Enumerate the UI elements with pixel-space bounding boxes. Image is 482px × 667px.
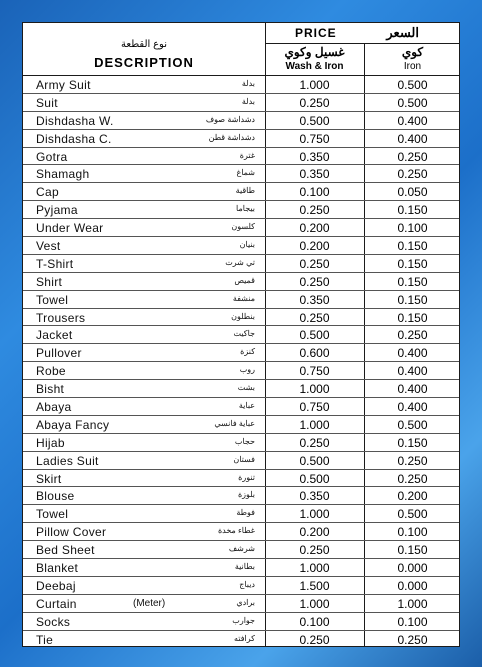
table-row: [23, 201, 459, 219]
wash-iron-price: 0.350: [299, 149, 330, 164]
wash-iron-price: 0.500: [299, 471, 330, 486]
item-name-ar: بشت: [237, 383, 255, 393]
table-row: [23, 487, 459, 505]
item-name: Under Wear: [36, 221, 104, 236]
table-row: [23, 595, 459, 613]
wash-iron-price: 0.200: [299, 525, 330, 540]
item-name-ar: دشداشة قطن: [208, 132, 255, 142]
item-name-ar: تي شرت: [225, 257, 255, 267]
table-row: [23, 112, 459, 130]
item-name: Bisht: [36, 382, 65, 397]
item-name-ar: عباية فانسي: [214, 418, 255, 428]
wash-iron-price: 0.350: [299, 489, 330, 504]
price-label-en: PRICE: [295, 26, 337, 40]
price-label-ar: السعر: [386, 25, 419, 40]
item-name: Curtain: [36, 596, 77, 611]
wash-iron-price: 1.000: [299, 507, 330, 522]
item-name: Blanket: [36, 561, 79, 576]
item-name-ar: تنورة: [238, 472, 255, 482]
iron-price: 0.250: [397, 453, 428, 468]
table-row: [23, 541, 459, 559]
table-row: [23, 165, 459, 183]
item-name-ar: بيجاما: [236, 204, 255, 214]
table-row: [23, 452, 459, 470]
item-name-ar: كلسون: [231, 222, 255, 232]
item-name-ar: بنطلون: [231, 311, 255, 321]
item-name: Shamagh: [36, 167, 90, 182]
iron-price: 0.400: [397, 364, 428, 379]
item-name: T-Shirt: [36, 256, 74, 271]
item-name-ar: غترة: [239, 150, 255, 160]
wash-iron-label-en: Wash & Iron: [285, 61, 344, 72]
item-name: Pyjama: [36, 203, 78, 218]
item-name: Shirt: [36, 274, 63, 289]
table-row: [23, 505, 459, 523]
iron-price: 0.000: [397, 561, 428, 576]
table-row: [23, 577, 459, 595]
iron-price: 0.500: [397, 507, 428, 522]
item-name: Gotra: [36, 149, 68, 164]
wash-iron-price: 0.750: [299, 400, 330, 415]
table-row: [23, 148, 459, 166]
wash-iron-price: 0.250: [299, 435, 330, 450]
item-name: Bed Sheet: [36, 543, 95, 558]
table-row: [23, 398, 459, 416]
iron-price: 0.150: [397, 310, 428, 325]
description-label-en: DESCRIPTION: [94, 55, 194, 70]
iron-price: 0.400: [397, 131, 428, 146]
table-row: [23, 470, 459, 488]
item-name: Robe: [36, 364, 66, 379]
table-row: [23, 559, 459, 577]
price-list-sheet: [22, 22, 460, 647]
table-row: [23, 219, 459, 237]
item-name-ar: بلوزة: [237, 490, 255, 500]
header-divider: [265, 43, 459, 44]
table-row: [23, 183, 459, 201]
item-name: Dishdasha W.: [36, 113, 114, 128]
wash-iron-price: 0.350: [299, 167, 330, 182]
table-row: [23, 613, 459, 631]
table-row: [23, 94, 459, 112]
item-name: Hijab: [36, 435, 65, 450]
item-name: Suit: [36, 95, 58, 110]
item-name-ar: كرافته: [234, 633, 255, 643]
table-row: [23, 273, 459, 291]
wash-iron-price: 0.250: [299, 543, 330, 558]
iron-price: 0.400: [397, 113, 428, 128]
table-row: [23, 291, 459, 309]
item-name-ar: جوارب: [232, 615, 255, 625]
item-name-ar: دشداشة صوف: [205, 114, 255, 124]
item-name: Jacket: [36, 328, 73, 343]
iron-price: 0.150: [397, 256, 428, 271]
item-name: Pullover: [36, 346, 82, 361]
price-header: [265, 23, 459, 43]
item-name-ar: عباية: [238, 401, 255, 411]
item-name-ar: بدلة: [241, 79, 255, 88]
table-row: [23, 326, 459, 344]
item-name-ar: فستان: [233, 454, 255, 464]
item-name-ar: شماغ: [236, 168, 255, 178]
item-note: (Meter): [133, 597, 166, 609]
iron-price: 0.250: [397, 328, 428, 343]
item-name: Ladies Suit: [36, 453, 99, 468]
wash-iron-price: 0.750: [299, 131, 330, 146]
item-name-ar: منشفة: [232, 293, 255, 303]
wash-iron-price: 0.250: [299, 310, 330, 325]
iron-price: 0.150: [397, 239, 428, 254]
item-name-ar: ديباج: [239, 579, 255, 589]
iron-price: 0.150: [397, 274, 428, 289]
item-name-ar: بنيان: [239, 240, 255, 250]
iron-price: 1.000: [397, 596, 428, 611]
item-name: Abaya Fancy: [36, 417, 110, 432]
item-name-ar: قميص: [234, 275, 255, 285]
wash-iron-price: 0.500: [299, 113, 330, 128]
iron-price: 0.250: [397, 471, 428, 486]
wash-iron-price: 1.000: [299, 561, 330, 576]
item-name-ar: بطانية: [234, 562, 255, 572]
wash-iron-price: 1.000: [299, 417, 330, 432]
wash-iron-price: 0.250: [299, 274, 330, 289]
item-name-ar: بدلة: [241, 96, 255, 106]
wash-iron-price: 1.000: [299, 382, 330, 397]
iron-price: 0.100: [397, 525, 428, 540]
iron-price: 0.100: [397, 221, 428, 236]
iron-price: 0.250: [397, 149, 428, 164]
table-row: [23, 344, 459, 362]
item-name: Socks: [36, 614, 71, 629]
item-name-ar: غطاء مخدة: [217, 526, 255, 536]
wash-iron-price: 0.250: [299, 632, 330, 647]
iron-price: 0.400: [397, 400, 428, 415]
item-name-ar: حجاب: [234, 436, 255, 446]
item-name-ar: طاقية: [235, 186, 255, 196]
iron-price: 0.150: [397, 543, 428, 558]
iron-price: 0.200: [397, 489, 428, 504]
wash-iron-price: 0.250: [299, 203, 330, 218]
table-row: [23, 380, 459, 398]
iron-price: 0.150: [397, 435, 428, 450]
iron-price: 0.150: [397, 292, 428, 307]
wash-iron-price: 1.000: [299, 596, 330, 611]
table-row: [23, 237, 459, 255]
wash-iron-price: 0.750: [299, 364, 330, 379]
item-name: Blouse: [36, 489, 75, 504]
table-row: [23, 255, 459, 273]
wash-iron-price: 0.100: [299, 614, 330, 629]
item-name: Abaya: [36, 400, 72, 415]
item-name: Deebaj: [36, 578, 76, 593]
item-name: Pillow Cover: [36, 525, 107, 540]
wash-iron-price: 0.250: [299, 256, 330, 271]
iron-price: 0.500: [397, 78, 428, 92]
wash-iron-price: 0.200: [299, 239, 330, 254]
iron-label-ar: كوي: [401, 45, 424, 59]
table-row: [23, 631, 459, 649]
item-name: Tie: [36, 632, 54, 647]
wash-iron-price: 1.000: [299, 78, 330, 92]
iron-price: 0.400: [397, 382, 428, 397]
iron-price: 0.400: [397, 346, 428, 361]
table-row: [23, 362, 459, 380]
item-name: Cap: [36, 185, 59, 200]
wash-iron-price: 0.200: [299, 221, 330, 236]
item-name: Army Suit: [36, 78, 91, 92]
iron-price: 0.050: [397, 185, 428, 200]
item-name: Skirt: [36, 471, 62, 486]
table-row: [23, 76, 459, 94]
item-name: Towel: [36, 507, 69, 522]
item-name: Dishdasha C.: [36, 131, 112, 146]
iron-price: 0.500: [397, 417, 428, 432]
item-name: Vest: [36, 239, 61, 254]
wash-iron-price: 0.350: [299, 292, 330, 307]
iron-price: 0.150: [397, 203, 428, 218]
iron-price: 0.250: [397, 167, 428, 182]
item-name: Trousers: [36, 310, 86, 325]
iron-price: 0.100: [397, 614, 428, 629]
item-name: Towel: [36, 292, 69, 307]
wash-iron-price: 0.250: [299, 95, 330, 110]
table-row: [23, 416, 459, 434]
wash-iron-price: 0.500: [299, 328, 330, 343]
table-row: [23, 309, 459, 327]
wash-iron-price: 0.600: [299, 346, 330, 361]
price-table: [23, 76, 459, 649]
iron-price: 0.000: [397, 578, 428, 593]
description-label-ar: نوع القطعة: [121, 39, 167, 50]
wash-iron-price: 0.500: [299, 453, 330, 468]
item-name-ar: كنزة: [240, 347, 255, 357]
iron-label-en: Iron: [403, 61, 422, 72]
table-row: [23, 434, 459, 452]
item-name-ar: فوطة: [236, 508, 255, 518]
item-name-ar: روب: [239, 365, 255, 375]
iron-price: 0.500: [397, 95, 428, 110]
item-name-ar: شرشف: [228, 544, 255, 554]
item-name-ar: جاكيت: [233, 329, 255, 339]
wash-iron-price: 0.100: [299, 185, 330, 200]
table-row: [23, 130, 459, 148]
item-name-ar: برادي: [236, 597, 255, 607]
table-row: [23, 523, 459, 541]
wash-iron-price: 1.500: [299, 578, 330, 593]
iron-price: 0.250: [397, 632, 428, 647]
wash-iron-label-ar: غسيل وكوي: [284, 45, 345, 59]
